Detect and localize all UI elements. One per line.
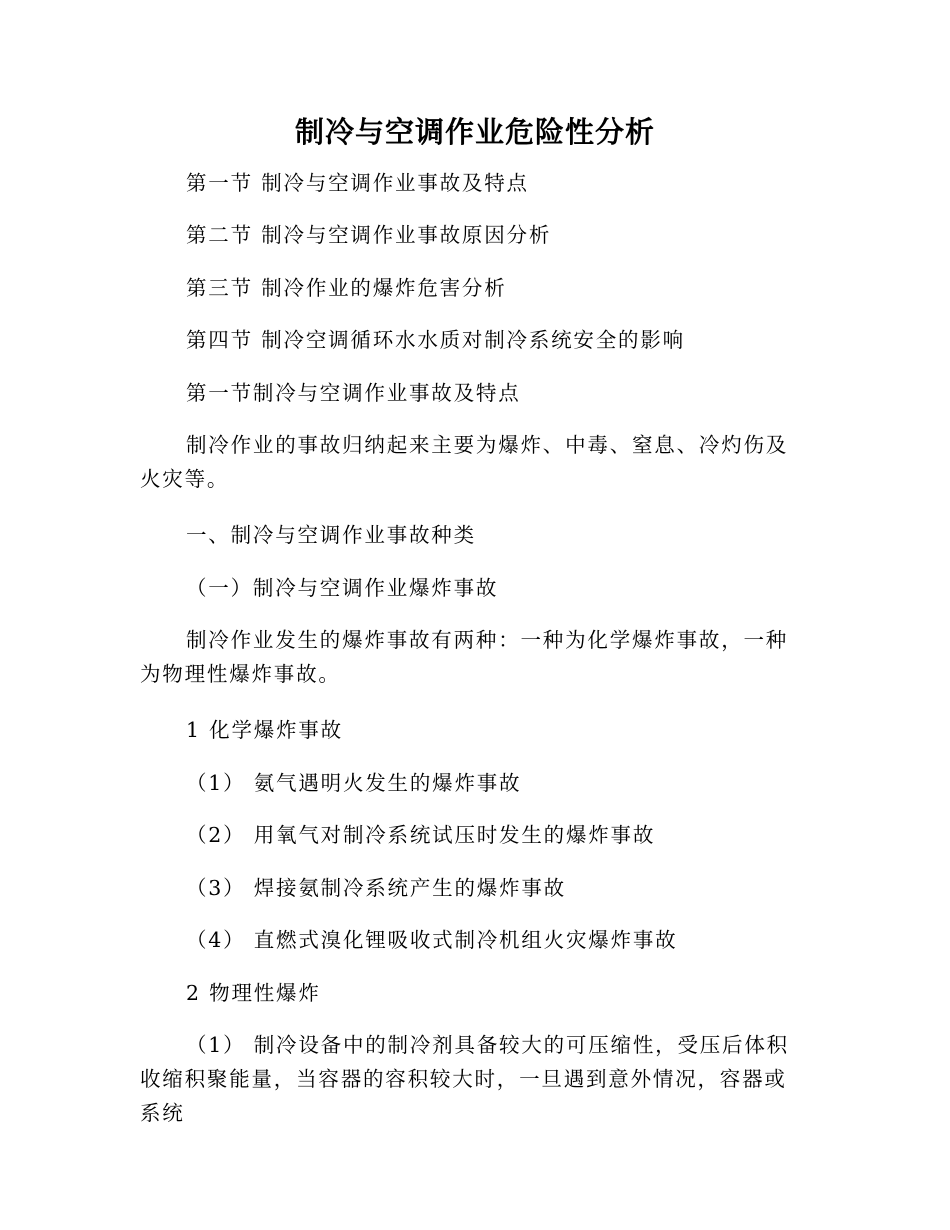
list-item: （4） 直燃式溴化锂吸收式制冷机组火灾爆炸事故 (186, 928, 678, 952)
section-heading: 第一节制冷与空调作业事故及特点 (186, 381, 521, 405)
list-item: （2） 用氧气对制冷系统试压时发生的爆炸事故 (186, 823, 656, 847)
list-heading-chemical: 1 化学爆炸事故 (186, 718, 343, 742)
subsection-heading: 一、制冷与空调作业事故种类 (186, 523, 476, 547)
toc-item-section-1: 第一节 制冷与空调作业事故及特点 (186, 171, 529, 195)
body-paragraph: 制冷作业的事故归纳起来主要为爆炸、中毒、窒息、冷灼伤及火灾等。 (140, 433, 789, 491)
toc-item-section-4: 第四节 制冷空调循环水水质对制冷系统安全的影响 (186, 328, 685, 352)
toc-item-section-3: 第三节 制冷作业的爆炸危害分析 (186, 276, 507, 300)
body-paragraph: 制冷作业发生的爆炸事故有两种：一种为化学爆炸事故，一种为物理性爆炸事故。 (140, 628, 789, 686)
document-title: 制冷与空调作业危险性分析 (294, 115, 655, 149)
list-item: （3） 焊接氨制冷系统产生的爆炸事故 (186, 876, 566, 900)
subsubsection-heading: （一）制冷与空调作业爆炸事故 (186, 576, 499, 600)
list-heading-physical: 2 物理性爆炸 (186, 981, 321, 1005)
list-item: （1） 制冷设备中的制冷剂具备较大的可压缩性，受压后体积收缩积聚能量，当容器的容积较大时，一旦遇到意外情况，容器或系统 (140, 1033, 789, 1125)
toc-item-section-2: 第二节 制冷与空调作业事故原因分析 (186, 223, 552, 247)
list-item: （1） 氨气遇明火发生的爆炸事故 (186, 771, 522, 795)
